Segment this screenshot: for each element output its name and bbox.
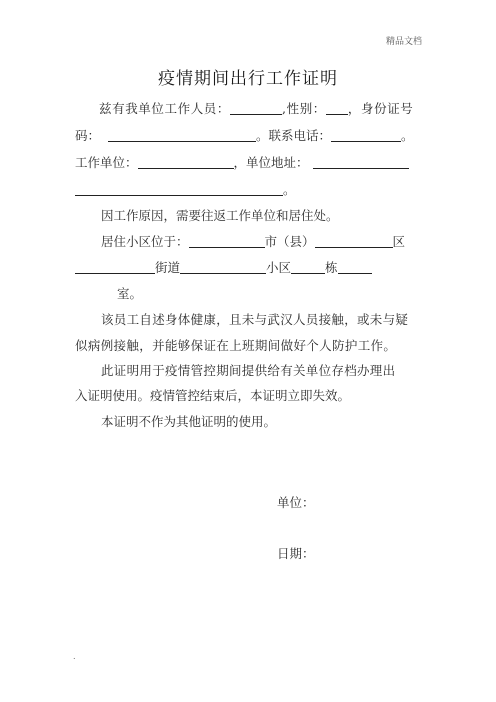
page-header-tag: 精品文档 [385, 37, 422, 47]
gender-blank [326, 100, 348, 115]
paragraph-3-line-2 [75, 259, 421, 277]
community-label: 小区 [266, 260, 292, 275]
unit-address-label: ，单位地址： [233, 155, 309, 170]
city-blank [189, 233, 265, 248]
phone-blank [331, 127, 401, 142]
room-blank [338, 259, 372, 274]
footer-mark: . [73, 652, 76, 661]
unit-address-blank [313, 154, 409, 169]
paragraph-1-line-1 [75, 100, 421, 118]
id-number-blank [108, 127, 256, 142]
city-county-label: 市（县） [264, 234, 315, 249]
id-number-label: ，身份证号 [347, 101, 414, 116]
document-title: 疫情期间出行工作证明 [158, 69, 338, 89]
district-label: 区 [392, 234, 406, 249]
building-blank [291, 259, 325, 274]
paragraph-1-line-2 [75, 127, 421, 145]
work-unit-label: 工作单位： [75, 155, 138, 170]
district-blank [315, 233, 393, 248]
paragraph-4-line-2: 似病例接触，并能够保证在上班期间做好个人防护工作。 [75, 338, 397, 353]
residence-label: 居住小区位于： [101, 234, 189, 249]
date-label: 日期： [277, 546, 315, 561]
phone-label: 。联系电话： [256, 128, 332, 143]
unit-signature-label: 单位： [277, 495, 315, 510]
line-end-period: 。 [283, 182, 296, 197]
street-label: 街道 [155, 260, 181, 275]
community-blank [180, 259, 266, 274]
paragraph-5-line-2: 入证明使用。疫情管控结束后，本证明立即失效。 [75, 388, 351, 403]
paragraph-1-line-3 [75, 154, 421, 172]
street-blank [75, 259, 155, 274]
unit-address-blank-continued [75, 181, 283, 196]
building-label: 栋 [325, 260, 338, 275]
room-label: 室。 [117, 286, 143, 301]
paragraph-2: 因工作原因，需要往返工作单位和居住处。 [101, 208, 339, 223]
employee-label: 兹有我单位工作人员： [99, 101, 231, 116]
paragraph-6: 本证明不作为其他证明的使用。 [101, 414, 277, 429]
work-unit-blank [138, 154, 234, 169]
paragraph-5-line-1: 此证明用于疫情管控期间提供给有关单位存档办理出 [101, 363, 396, 378]
paragraph-1-line-4 [75, 181, 421, 199]
gender-label: ,性别： [282, 101, 326, 116]
paragraph-3-line-1 [75, 233, 421, 251]
id-code-label: 码： [75, 128, 101, 143]
line-end-period: 。 [401, 128, 414, 143]
employee-name-blank [230, 100, 282, 115]
paragraph-4-line-1: 该员工自述身体健康，且未与武汉人员接触，或未与疑 [101, 312, 409, 327]
